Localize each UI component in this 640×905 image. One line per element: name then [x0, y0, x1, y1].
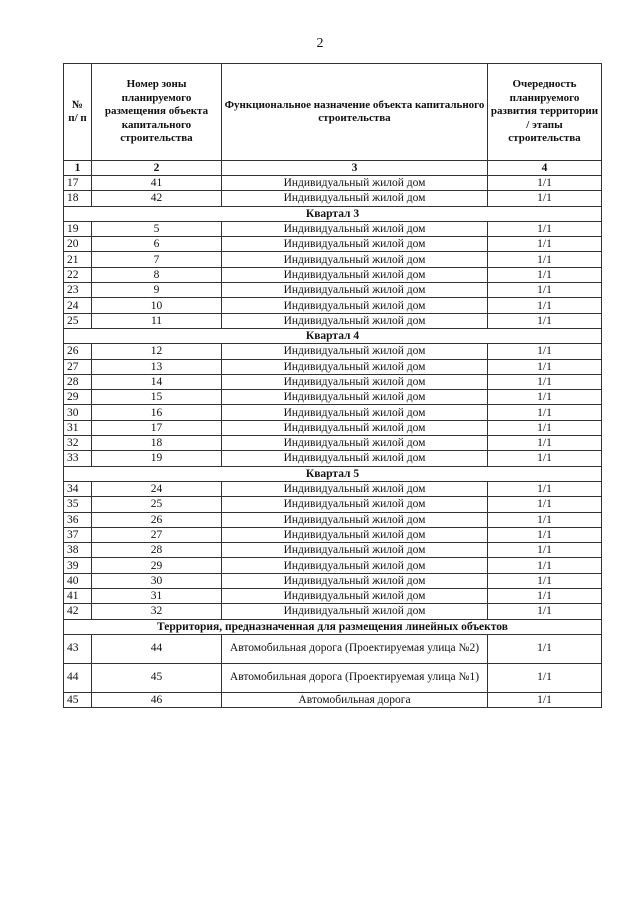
- stage: 1/1: [488, 663, 602, 692]
- table-row: [64, 191, 602, 206]
- zone-number: 5: [92, 221, 222, 236]
- table-row: [64, 589, 602, 604]
- table-row: [64, 405, 602, 420]
- table-row: [64, 573, 602, 588]
- row-number: 24: [64, 298, 92, 313]
- table-row: [64, 692, 602, 707]
- row-number: 20: [64, 237, 92, 252]
- table-row: [64, 604, 602, 619]
- stage: 1/1: [488, 420, 602, 435]
- row-number: 19: [64, 221, 92, 236]
- object-purpose: Индивидуальный жилой дом: [222, 176, 488, 191]
- stage: 1/1: [488, 512, 602, 527]
- zone-number: 42: [92, 191, 222, 206]
- header-col-purpose: Функциональное назначение объекта капитального строительства: [222, 64, 488, 161]
- table-header: [64, 64, 602, 161]
- stage: 1/1: [488, 176, 602, 191]
- section-row: [64, 328, 602, 343]
- stage: 1/1: [488, 451, 602, 466]
- column-numbers-row: [64, 161, 602, 176]
- object-purpose: Индивидуальный жилой дом: [222, 420, 488, 435]
- section-row: [64, 619, 602, 634]
- stage: 1/1: [488, 298, 602, 313]
- object-purpose: Индивидуальный жилой дом: [222, 436, 488, 451]
- table-row: [64, 420, 602, 435]
- header-col-zone: Номер зоны планируемого размещения объекта капитального строительства: [92, 64, 222, 161]
- object-purpose: Индивидуальный жилой дом: [222, 267, 488, 282]
- stage: 1/1: [488, 405, 602, 420]
- zone-number: 16: [92, 405, 222, 420]
- stage: 1/1: [488, 604, 602, 619]
- table-row: [64, 527, 602, 542]
- row-number: 29: [64, 390, 92, 405]
- stage: 1/1: [488, 573, 602, 588]
- row-number: 36: [64, 512, 92, 527]
- zone-number: 45: [92, 663, 222, 692]
- zone-number: 29: [92, 558, 222, 573]
- object-purpose: Индивидуальный жилой дом: [222, 497, 488, 512]
- object-purpose: Индивидуальный жилой дом: [222, 405, 488, 420]
- row-number: 32: [64, 436, 92, 451]
- stage: 1/1: [488, 481, 602, 496]
- stage: 1/1: [488, 390, 602, 405]
- stage: 1/1: [488, 313, 602, 328]
- header-col-number: № п/ п: [64, 64, 92, 161]
- stage: 1/1: [488, 497, 602, 512]
- row-number: 45: [64, 692, 92, 707]
- zone-number: 15: [92, 390, 222, 405]
- stage: 1/1: [488, 436, 602, 451]
- stage: 1/1: [488, 543, 602, 558]
- object-purpose: Индивидуальный жилой дом: [222, 344, 488, 359]
- object-purpose: Автомобильная дорога (Проектируемая улица №1): [222, 663, 488, 692]
- object-purpose: Индивидуальный жилой дом: [222, 191, 488, 206]
- table-row: [64, 176, 602, 191]
- stage: 1/1: [488, 283, 602, 298]
- object-purpose: Индивидуальный жилой дом: [222, 512, 488, 527]
- row-number: 34: [64, 481, 92, 496]
- table-row: [64, 267, 602, 282]
- column-number: 3: [222, 161, 488, 176]
- page-number: 2: [316, 36, 324, 51]
- object-purpose: Автомобильная дорога (Проектируемая улица №2): [222, 634, 488, 663]
- stage: 1/1: [488, 359, 602, 374]
- object-purpose: Индивидуальный жилой дом: [222, 573, 488, 588]
- table-row: [64, 481, 602, 496]
- zone-number: 25: [92, 497, 222, 512]
- object-purpose: Индивидуальный жилой дом: [222, 604, 488, 619]
- object-purpose: Индивидуальный жилой дом: [222, 527, 488, 542]
- row-number: 44: [64, 663, 92, 692]
- stage: 1/1: [488, 558, 602, 573]
- section-row: [64, 466, 602, 481]
- object-purpose: Индивидуальный жилой дом: [222, 237, 488, 252]
- object-purpose: Автомобильная дорога: [222, 692, 488, 707]
- table-row: [64, 451, 602, 466]
- object-purpose: Индивидуальный жилой дом: [222, 221, 488, 236]
- stage: 1/1: [488, 221, 602, 236]
- row-number: 18: [64, 191, 92, 206]
- zone-number: 32: [92, 604, 222, 619]
- row-number: 39: [64, 558, 92, 573]
- column-number: 4: [488, 161, 602, 176]
- row-number: 28: [64, 374, 92, 389]
- zone-number: 8: [92, 267, 222, 282]
- table-row: [64, 390, 602, 405]
- zone-number: 28: [92, 543, 222, 558]
- stage: 1/1: [488, 191, 602, 206]
- section-title: Квартал 5: [64, 466, 602, 481]
- object-purpose: Индивидуальный жилой дом: [222, 298, 488, 313]
- zone-number: 26: [92, 512, 222, 527]
- object-purpose: Индивидуальный жилой дом: [222, 252, 488, 267]
- zone-number: 9: [92, 283, 222, 298]
- object-purpose: Индивидуальный жилой дом: [222, 558, 488, 573]
- zone-number: 46: [92, 692, 222, 707]
- section-title: Территория, предназначенная для размещения линейных объектов: [64, 619, 602, 634]
- row-number: 31: [64, 420, 92, 435]
- section-title: Квартал 3: [64, 206, 602, 221]
- object-purpose: Индивидуальный жилой дом: [222, 543, 488, 558]
- row-number: 26: [64, 344, 92, 359]
- row-number: 30: [64, 405, 92, 420]
- zone-number: 24: [92, 481, 222, 496]
- object-purpose: Индивидуальный жилой дом: [222, 481, 488, 496]
- table-row: [64, 298, 602, 313]
- row-number: 38: [64, 543, 92, 558]
- row-number: 37: [64, 527, 92, 542]
- table-row: [64, 344, 602, 359]
- object-purpose: Индивидуальный жилой дом: [222, 374, 488, 389]
- table-body: [64, 161, 602, 708]
- object-purpose: Индивидуальный жилой дом: [222, 589, 488, 604]
- table-row: [64, 359, 602, 374]
- table-row: [64, 543, 602, 558]
- zone-number: 30: [92, 573, 222, 588]
- stage: 1/1: [488, 692, 602, 707]
- row-number: 42: [64, 604, 92, 619]
- section-title: Квартал 4: [64, 328, 602, 343]
- zone-number: 14: [92, 374, 222, 389]
- row-number: 33: [64, 451, 92, 466]
- zone-number: 44: [92, 634, 222, 663]
- row-number: 17: [64, 176, 92, 191]
- stage: 1/1: [488, 527, 602, 542]
- table-row: [64, 663, 602, 692]
- row-number: 40: [64, 573, 92, 588]
- zone-number: 10: [92, 298, 222, 313]
- stage: 1/1: [488, 252, 602, 267]
- row-number: 27: [64, 359, 92, 374]
- column-number: 2: [92, 161, 222, 176]
- zone-number: 12: [92, 344, 222, 359]
- section-row: [64, 206, 602, 221]
- table-row: [64, 237, 602, 252]
- zone-number: 27: [92, 527, 222, 542]
- row-number: 25: [64, 313, 92, 328]
- row-number: 23: [64, 283, 92, 298]
- row-number: 35: [64, 497, 92, 512]
- table-row: [64, 634, 602, 663]
- stage: 1/1: [488, 589, 602, 604]
- zone-number: 31: [92, 589, 222, 604]
- zone-number: 6: [92, 237, 222, 252]
- object-purpose: Индивидуальный жилой дом: [222, 451, 488, 466]
- table-row: [64, 497, 602, 512]
- row-number: 41: [64, 589, 92, 604]
- object-purpose: Индивидуальный жилой дом: [222, 313, 488, 328]
- table-row: [64, 313, 602, 328]
- zone-number: 17: [92, 420, 222, 435]
- table-row: [64, 283, 602, 298]
- stage: 1/1: [488, 374, 602, 389]
- row-number: 22: [64, 267, 92, 282]
- table-row: [64, 252, 602, 267]
- object-purpose: Индивидуальный жилой дом: [222, 359, 488, 374]
- stage: 1/1: [488, 344, 602, 359]
- stage: 1/1: [488, 267, 602, 282]
- table-row: [64, 374, 602, 389]
- zone-number: 19: [92, 451, 222, 466]
- zone-number: 11: [92, 313, 222, 328]
- table-row: [64, 512, 602, 527]
- stage: 1/1: [488, 237, 602, 252]
- table-row: [64, 221, 602, 236]
- object-purpose: Индивидуальный жилой дом: [222, 390, 488, 405]
- column-number: 1: [64, 161, 92, 176]
- header-col-stage: Очередность планируемого развития территории / этапы строительства: [488, 64, 602, 161]
- stage: 1/1: [488, 634, 602, 663]
- row-number: 21: [64, 252, 92, 267]
- row-number: 43: [64, 634, 92, 663]
- zone-number: 18: [92, 436, 222, 451]
- table-row: [64, 436, 602, 451]
- zone-number: 41: [92, 176, 222, 191]
- object-purpose: Индивидуальный жилой дом: [222, 283, 488, 298]
- zone-number: 7: [92, 252, 222, 267]
- zone-number: 13: [92, 359, 222, 374]
- table-row: [64, 558, 602, 573]
- zones-table: [63, 63, 602, 708]
